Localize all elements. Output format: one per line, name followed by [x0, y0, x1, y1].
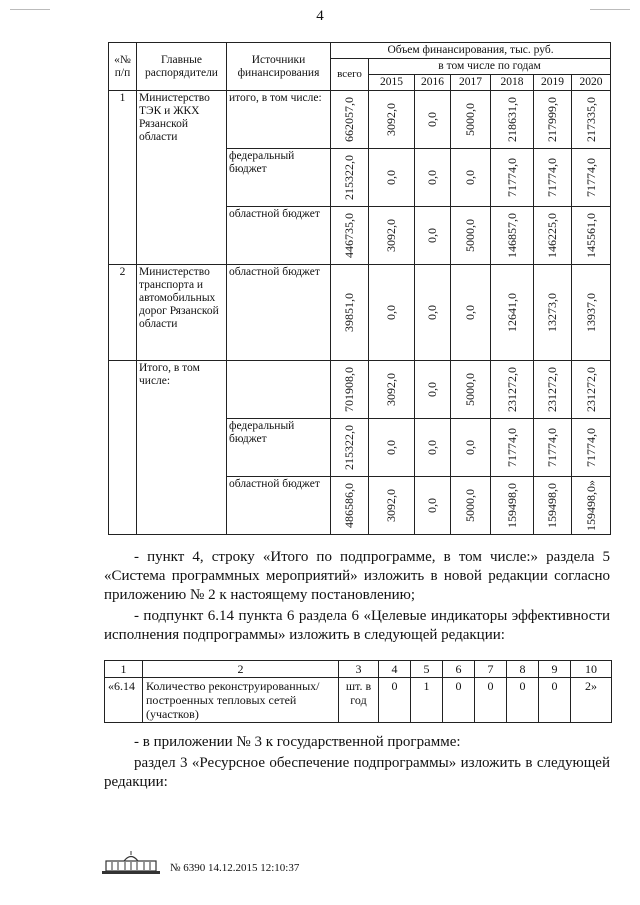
- indicator-header: 1: [105, 661, 143, 678]
- row-value: 71774,0: [491, 149, 534, 207]
- indicator-value: 0: [507, 678, 539, 723]
- row-value: 71774,0: [572, 419, 611, 477]
- row-value: 662057,0: [331, 91, 369, 149]
- indicator-header: 8: [507, 661, 539, 678]
- row-source: федеральный бюджет: [227, 149, 331, 207]
- row-value: 215322,0: [331, 149, 369, 207]
- row-value: 12641,0: [491, 265, 534, 361]
- paragraph-2: - подпункт 6.14 пункта 6 раздела 6 «Целевые индикаторы эффективности исполнения подпрограммы» изложить в следующей редакции:: [104, 608, 610, 643]
- row-value: 13273,0: [534, 265, 572, 361]
- row-num: 2: [109, 265, 137, 361]
- indicator-value: 0: [475, 678, 507, 723]
- indicator-header: 3: [339, 661, 379, 678]
- row-value: 215322,0: [331, 419, 369, 477]
- indicator-value: 0: [539, 678, 571, 723]
- indicator-header: 4: [379, 661, 411, 678]
- row-value: 71774,0: [572, 149, 611, 207]
- document-stamp: № 6390 14.12.2015 12:10:37: [170, 862, 300, 874]
- row-source: итого, в том числе:: [227, 91, 331, 149]
- row-value: 159498,0: [534, 477, 572, 535]
- row-value: 3092,0: [369, 477, 415, 535]
- row-value: 231272,0: [534, 361, 572, 419]
- row-value: 0,0: [415, 419, 451, 477]
- indicator-header: 9: [539, 661, 571, 678]
- row-value: 231272,0: [491, 361, 534, 419]
- row-value: 146225,0: [534, 207, 572, 265]
- row-manager: Министерство транспорта и автомобильных дорог Рязанской области: [137, 265, 227, 361]
- row-value: 5000,0: [451, 477, 491, 535]
- indicator-unit: шт. в год: [339, 678, 379, 723]
- row-value: 0,0: [415, 265, 451, 361]
- header-by-years: в том числе по годам: [369, 59, 611, 75]
- paragraph-1: - пункт 4, строку «Итого по подпрограмме, в том числе:» раздела 5 «Система программных мероприятий» изложить в новой редакции согласно приложению № 2 к настоящему постановлению;: [104, 549, 610, 603]
- row-value: 159498,0: [491, 477, 534, 535]
- row-num: 1: [109, 91, 137, 265]
- paragraph-3: - в приложении № 3 к государственной программе:: [134, 734, 461, 750]
- row-value: 5000,0: [451, 361, 491, 419]
- row-value: 3092,0: [369, 207, 415, 265]
- row-value: 71774,0: [491, 419, 534, 477]
- paragraph-4: раздел 3 «Ресурсное обеспечение подпрограммы» изложить в следующей редакции:: [104, 755, 610, 790]
- row-manager: Министерство ТЭК и ЖКХ Рязанской области: [137, 91, 227, 265]
- footer: [100, 850, 400, 880]
- indicator-header: 6: [443, 661, 475, 678]
- row-value: 13937,0: [572, 265, 611, 361]
- row-manager: Итого, в том числе:: [137, 361, 227, 535]
- row-value: 0,0: [451, 419, 491, 477]
- row-value: 146857,0: [491, 207, 534, 265]
- table-row: [105, 678, 612, 723]
- header-year: 2016: [415, 75, 451, 91]
- page-number: 4: [316, 8, 324, 24]
- row-source: федеральный бюджет: [227, 419, 331, 477]
- building-logo-icon: [100, 850, 162, 876]
- indicator-name: Количество реконструированных/ построенных тепловых сетей (участков): [143, 678, 339, 723]
- row-value: 3092,0: [369, 361, 415, 419]
- row-value: 701908,0: [331, 361, 369, 419]
- header-volume: Объем финансирования, тыс. руб.: [331, 43, 611, 59]
- row-value: 217335,0: [572, 91, 611, 149]
- row-value: 0,0: [369, 265, 415, 361]
- row-value: 0,0: [451, 265, 491, 361]
- header-year: 2018: [491, 75, 534, 91]
- row-value: 486586,0: [331, 477, 369, 535]
- row-value: 71774,0: [534, 419, 572, 477]
- header-num: «№ п/п: [109, 43, 137, 91]
- row-value: 231272,0: [572, 361, 611, 419]
- table-row: [109, 91, 611, 149]
- row-source: областной бюджет: [227, 207, 331, 265]
- indicator-header-row: [105, 661, 612, 678]
- header-year: 2020: [572, 75, 611, 91]
- row-value: 159498,0»: [572, 477, 611, 535]
- indicator-value: 0: [379, 678, 411, 723]
- row-source: [227, 361, 331, 419]
- header-year: 2015: [369, 75, 415, 91]
- indicator-header: 10: [571, 661, 612, 678]
- row-value: 145561,0: [572, 207, 611, 265]
- header-year: 2017: [451, 75, 491, 91]
- financing-table: [108, 42, 611, 535]
- header-main-managers: Главные распорядители: [137, 43, 227, 91]
- indicator-header: 2: [143, 661, 339, 678]
- row-value: 217999,0: [534, 91, 572, 149]
- indicator-header: 7: [475, 661, 507, 678]
- row-value: 39851,0: [331, 265, 369, 361]
- row-value: 5000,0: [451, 91, 491, 149]
- row-value: 71774,0: [534, 149, 572, 207]
- indicator-num: «6.14: [105, 678, 143, 723]
- row-value: 0,0: [451, 149, 491, 207]
- row-value: 5000,0: [451, 207, 491, 265]
- row-value: 3092,0: [369, 91, 415, 149]
- indicator-header: 5: [411, 661, 443, 678]
- table-row: [109, 361, 611, 419]
- row-value: 218631,0: [491, 91, 534, 149]
- header-year: 2019: [534, 75, 572, 91]
- header-sources: Источники финансирования: [227, 43, 331, 91]
- indicator-table: [104, 660, 612, 723]
- row-value: 0,0: [415, 207, 451, 265]
- indicator-value: 0: [443, 678, 475, 723]
- row-value: 0,0: [415, 91, 451, 149]
- row-value: 0,0: [415, 361, 451, 419]
- row-source: областной бюджет: [227, 477, 331, 535]
- header-total: всего: [331, 59, 369, 91]
- row-source: областной бюджет: [227, 265, 331, 361]
- row-value: 0,0: [369, 419, 415, 477]
- row-num-empty: [109, 361, 137, 535]
- row-value: 0,0: [369, 149, 415, 207]
- table-row: [109, 265, 611, 361]
- row-value: 0,0: [415, 477, 451, 535]
- indicator-value: 1: [411, 678, 443, 723]
- row-value: 0,0: [415, 149, 451, 207]
- row-value: 446735,0: [331, 207, 369, 265]
- indicator-value: 2»: [571, 678, 612, 723]
